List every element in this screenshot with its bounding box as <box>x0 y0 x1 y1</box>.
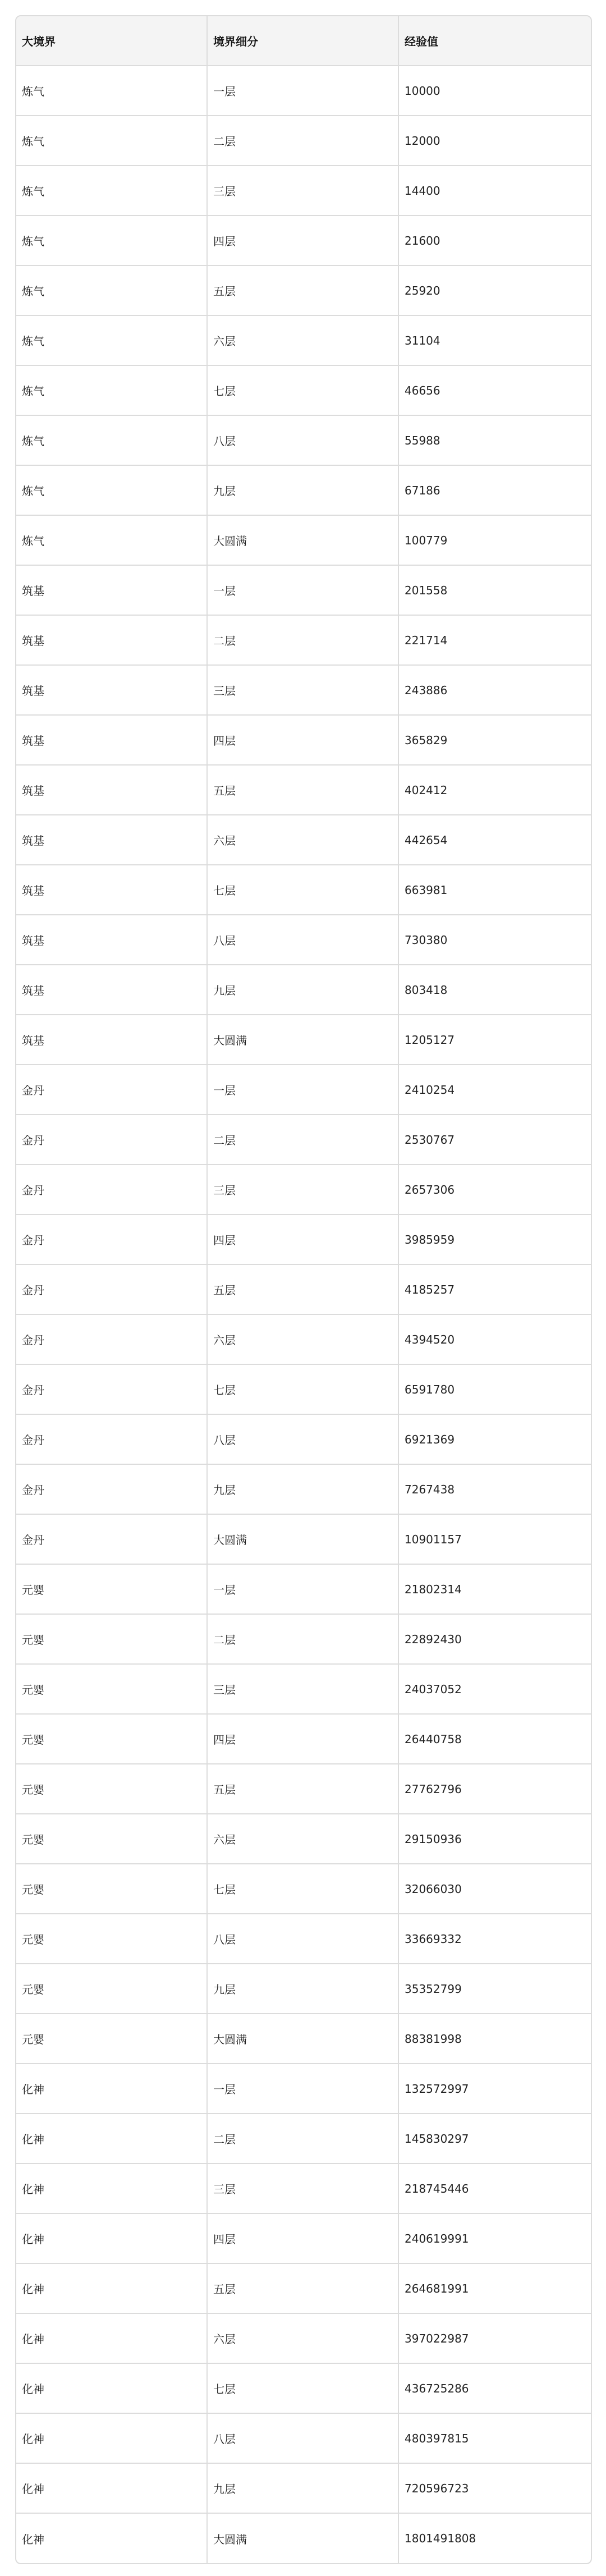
table-row <box>16 865 591 915</box>
cell-major-realm: 炼气 <box>16 216 207 265</box>
cell-experience: 100779 <box>398 515 591 565</box>
table-row <box>16 1314 591 1364</box>
cell-experience: 35352799 <box>398 1964 591 2014</box>
cell-realm-subdivision: 六层 <box>207 815 398 865</box>
cell-realm-subdivision: 六层 <box>207 1314 398 1364</box>
cell-experience: 132572997 <box>398 2064 591 2114</box>
cell-experience: 436725286 <box>398 2363 591 2413</box>
cell-experience: 221714 <box>398 615 591 665</box>
table-row <box>16 116 591 166</box>
cell-realm-subdivision: 五层 <box>207 265 398 315</box>
cell-major-realm: 金丹 <box>16 1115 207 1165</box>
cell-major-realm: 金丹 <box>16 1414 207 1464</box>
cell-major-realm: 元婴 <box>16 1814 207 1864</box>
cell-major-realm: 炼气 <box>16 166 207 216</box>
cell-experience: 720596723 <box>398 2463 591 2513</box>
cell-experience: 31104 <box>398 315 591 365</box>
cell-major-realm: 化神 <box>16 2463 207 2513</box>
cell-major-realm: 筑基 <box>16 915 207 965</box>
cell-realm-subdivision: 三层 <box>207 2164 398 2213</box>
table-row <box>16 2213 591 2263</box>
cell-major-realm: 筑基 <box>16 615 207 665</box>
table-row <box>16 1414 591 1464</box>
cell-experience: 22892430 <box>398 1614 591 1664</box>
table-row <box>16 166 591 216</box>
cell-realm-subdivision: 八层 <box>207 1414 398 1464</box>
cell-experience: 4185257 <box>398 1264 591 1314</box>
table-row <box>16 1814 591 1864</box>
cell-major-realm: 元婴 <box>16 1564 207 1614</box>
cell-realm-subdivision: 二层 <box>207 2114 398 2164</box>
cell-realm-subdivision: 九层 <box>207 465 398 515</box>
cell-experience: 218745446 <box>398 2164 591 2213</box>
cell-experience: 2530767 <box>398 1115 591 1165</box>
cell-experience: 21802314 <box>398 1564 591 1614</box>
cell-realm-subdivision: 一层 <box>207 66 398 116</box>
cell-experience: 2410254 <box>398 1065 591 1115</box>
cell-realm-subdivision: 一层 <box>207 1564 398 1614</box>
cell-experience: 33669332 <box>398 1914 591 1964</box>
cell-major-realm: 金丹 <box>16 1065 207 1115</box>
cell-experience: 240619991 <box>398 2213 591 2263</box>
cell-major-realm: 炼气 <box>16 315 207 365</box>
table-row <box>16 815 591 865</box>
cell-realm-subdivision: 八层 <box>207 2413 398 2463</box>
cell-realm-subdivision: 四层 <box>207 216 398 265</box>
cell-realm-subdivision: 八层 <box>207 915 398 965</box>
cell-realm-subdivision: 九层 <box>207 965 398 1015</box>
table-row <box>16 515 591 565</box>
cell-realm-subdivision: 二层 <box>207 1614 398 1664</box>
cell-major-realm: 化神 <box>16 2263 207 2313</box>
table-row <box>16 2164 591 2213</box>
cell-experience: 1205127 <box>398 1015 591 1065</box>
cell-experience: 7267438 <box>398 1464 591 1514</box>
cell-experience: 442654 <box>398 815 591 865</box>
table-row <box>16 2363 591 2413</box>
cell-major-realm: 元婴 <box>16 1864 207 1914</box>
cell-major-realm: 炼气 <box>16 116 207 166</box>
cell-experience: 67186 <box>398 465 591 515</box>
cell-realm-subdivision: 三层 <box>207 1165 398 1214</box>
cell-realm-subdivision: 八层 <box>207 1914 398 1964</box>
cell-experience: 730380 <box>398 915 591 965</box>
cell-realm-subdivision: 六层 <box>207 2313 398 2363</box>
cell-major-realm: 化神 <box>16 2213 207 2263</box>
experience-table-container <box>15 15 592 2564</box>
cell-major-realm: 金丹 <box>16 1314 207 1364</box>
cell-realm-subdivision: 八层 <box>207 415 398 465</box>
cell-experience: 27762796 <box>398 1764 591 1814</box>
cell-major-realm: 化神 <box>16 2313 207 2363</box>
cell-experience: 402412 <box>398 765 591 815</box>
header-row <box>16 16 591 66</box>
table-row <box>16 265 591 315</box>
table-row <box>16 1065 591 1115</box>
table-row <box>16 565 591 615</box>
cell-experience: 663981 <box>398 865 591 915</box>
cell-experience: 145830297 <box>398 2114 591 2164</box>
cell-major-realm: 化神 <box>16 2513 207 2563</box>
cell-realm-subdivision: 大圆满 <box>207 1514 398 1564</box>
table-row <box>16 915 591 965</box>
cell-realm-subdivision: 一层 <box>207 1065 398 1115</box>
table-row <box>16 1364 591 1414</box>
cell-experience: 21600 <box>398 216 591 265</box>
header-realm-subdivision: 境界细分 <box>207 16 398 66</box>
cell-realm-subdivision: 大圆满 <box>207 2513 398 2563</box>
cell-realm-subdivision: 四层 <box>207 1714 398 1764</box>
cell-realm-subdivision: 九层 <box>207 1964 398 2014</box>
table-row <box>16 2064 591 2114</box>
header-experience: 经验值 <box>398 16 591 66</box>
table-row <box>16 2014 591 2064</box>
cell-major-realm: 炼气 <box>16 415 207 465</box>
table-row <box>16 615 591 665</box>
cell-realm-subdivision: 六层 <box>207 315 398 365</box>
table-row <box>16 1564 591 1614</box>
table-row <box>16 965 591 1015</box>
cell-realm-subdivision: 五层 <box>207 1264 398 1314</box>
cell-realm-subdivision: 七层 <box>207 865 398 915</box>
cell-experience: 397022987 <box>398 2313 591 2363</box>
table-row <box>16 1264 591 1314</box>
cell-major-realm: 炼气 <box>16 465 207 515</box>
table-row <box>16 1165 591 1214</box>
cell-realm-subdivision: 七层 <box>207 1364 398 1414</box>
cell-realm-subdivision: 三层 <box>207 166 398 216</box>
cell-major-realm: 筑基 <box>16 1015 207 1065</box>
cell-experience: 25920 <box>398 265 591 315</box>
cell-realm-subdivision: 四层 <box>207 715 398 765</box>
cell-experience: 4394520 <box>398 1314 591 1364</box>
cell-realm-subdivision: 大圆满 <box>207 515 398 565</box>
cell-major-realm: 金丹 <box>16 1514 207 1564</box>
cell-major-realm: 筑基 <box>16 965 207 1015</box>
cell-realm-subdivision: 五层 <box>207 1764 398 1814</box>
table-row <box>16 1614 591 1664</box>
cell-major-realm: 元婴 <box>16 1614 207 1664</box>
cell-realm-subdivision: 二层 <box>207 116 398 166</box>
cell-major-realm: 筑基 <box>16 815 207 865</box>
cell-major-realm: 金丹 <box>16 1165 207 1214</box>
cell-experience: 12000 <box>398 116 591 166</box>
cell-experience: 6591780 <box>398 1364 591 1414</box>
cell-experience: 803418 <box>398 965 591 1015</box>
cell-realm-subdivision: 一层 <box>207 2064 398 2114</box>
cell-experience: 55988 <box>398 415 591 465</box>
table-row <box>16 2114 591 2164</box>
cell-realm-subdivision: 大圆满 <box>207 1015 398 1065</box>
table-row <box>16 1115 591 1165</box>
table-body <box>16 66 591 2563</box>
cell-major-realm: 元婴 <box>16 1714 207 1764</box>
cell-major-realm: 化神 <box>16 2114 207 2164</box>
cell-major-realm: 炼气 <box>16 515 207 565</box>
cell-realm-subdivision: 九层 <box>207 2463 398 2513</box>
cell-realm-subdivision: 四层 <box>207 2213 398 2263</box>
cell-experience: 88381998 <box>398 2014 591 2064</box>
table-row <box>16 1864 591 1914</box>
table-row <box>16 1514 591 1564</box>
cell-major-realm: 筑基 <box>16 565 207 615</box>
cell-major-realm: 元婴 <box>16 1964 207 2014</box>
cell-major-realm: 炼气 <box>16 365 207 415</box>
cell-realm-subdivision: 七层 <box>207 365 398 415</box>
cell-major-realm: 金丹 <box>16 1214 207 1264</box>
experience-table <box>16 16 591 2563</box>
cell-realm-subdivision: 四层 <box>207 1214 398 1264</box>
cell-realm-subdivision: 五层 <box>207 765 398 815</box>
cell-major-realm: 筑基 <box>16 715 207 765</box>
table-row <box>16 465 591 515</box>
table-row <box>16 1214 591 1264</box>
cell-major-realm: 筑基 <box>16 765 207 815</box>
cell-experience: 14400 <box>398 166 591 216</box>
cell-major-realm: 元婴 <box>16 1914 207 1964</box>
cell-experience: 1801491808 <box>405 2532 476 2545</box>
cell-experience: 10901157 <box>398 1514 591 1564</box>
table-row <box>16 2463 591 2513</box>
table-row <box>16 216 591 265</box>
header-major-realm: 大境界 <box>16 16 207 66</box>
table-row <box>16 715 591 765</box>
cell-experience: 10000 <box>398 66 591 116</box>
cell-experience: 6921369 <box>398 1414 591 1464</box>
cell-experience: 264681991 <box>398 2263 591 2313</box>
cell-realm-subdivision: 一层 <box>207 565 398 615</box>
table-row <box>16 1964 591 2014</box>
table-row <box>16 1664 591 1714</box>
table-row <box>16 2263 591 2313</box>
table-row <box>16 2413 591 2463</box>
cell-major-realm: 化神 <box>16 2164 207 2213</box>
cell-major-realm: 化神 <box>16 2363 207 2413</box>
cell-realm-subdivision: 九层 <box>207 1464 398 1514</box>
table-row <box>16 1464 591 1514</box>
table-row <box>16 1714 591 1764</box>
cell-experience: 46656 <box>398 365 591 415</box>
table-row <box>16 415 591 465</box>
cell-realm-subdivision: 二层 <box>207 615 398 665</box>
cell-experience: 201558 <box>398 565 591 615</box>
cell-experience: 2657306 <box>398 1165 591 1214</box>
cell-experience: 29150936 <box>398 1814 591 1864</box>
cell-realm-subdivision: 三层 <box>207 1664 398 1714</box>
table-row <box>16 1914 591 1964</box>
cell-realm-subdivision: 七层 <box>207 1864 398 1914</box>
cell-major-realm: 金丹 <box>16 1364 207 1414</box>
cell-major-realm: 炼气 <box>16 66 207 116</box>
table-row <box>16 2513 591 2563</box>
cell-major-realm: 炼气 <box>16 265 207 315</box>
cell-major-realm: 金丹 <box>16 1264 207 1314</box>
table-row <box>16 665 591 715</box>
cell-realm-subdivision: 三层 <box>207 665 398 715</box>
table-row <box>16 2313 591 2363</box>
table-row <box>16 365 591 415</box>
cell-realm-subdivision: 五层 <box>207 2263 398 2313</box>
table-row <box>16 66 591 116</box>
cell-major-realm: 筑基 <box>16 665 207 715</box>
cell-realm-subdivision: 大圆满 <box>207 2014 398 2064</box>
cell-experience: 3985959 <box>398 1214 591 1264</box>
cell-major-realm: 筑基 <box>16 865 207 915</box>
cell-major-realm: 元婴 <box>16 2014 207 2064</box>
cell-major-realm: 化神 <box>16 2064 207 2114</box>
table-row <box>16 1764 591 1814</box>
cell-experience: 243886 <box>398 665 591 715</box>
table-header <box>16 16 591 66</box>
cell-realm-subdivision: 二层 <box>207 1115 398 1165</box>
cell-major-realm: 金丹 <box>16 1464 207 1514</box>
cell-experience: 480397815 <box>398 2413 591 2463</box>
cell-realm-subdivision: 六层 <box>207 1814 398 1864</box>
cell-major-realm: 元婴 <box>16 1764 207 1814</box>
cell-experience: 26440758 <box>398 1714 591 1764</box>
cell-experience: 365829 <box>398 715 591 765</box>
cell-experience: 24037052 <box>398 1664 591 1714</box>
table-row <box>16 1015 591 1065</box>
table-row <box>16 765 591 815</box>
cell-major-realm: 元婴 <box>16 1664 207 1714</box>
table-row <box>16 315 591 365</box>
cell-realm-subdivision: 七层 <box>207 2363 398 2413</box>
cell-experience: 32066030 <box>398 1864 591 1914</box>
cell-major-realm: 化神 <box>16 2413 207 2463</box>
